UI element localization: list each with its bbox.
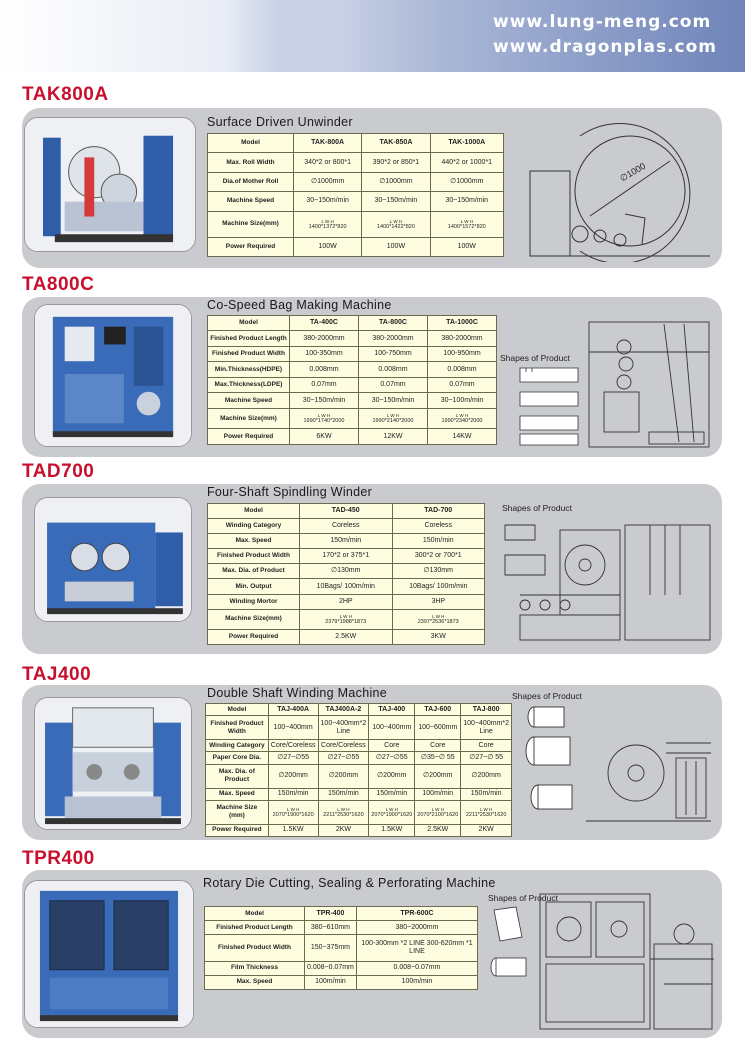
table-cell: 6KW [290, 429, 359, 445]
table-cell: 440*2 or 1000*1 [430, 153, 503, 172]
table-cell: ∅27~∅ 55 [461, 752, 512, 764]
table-header-row [208, 504, 485, 519]
table-cell: TAJ-400A [268, 704, 318, 716]
table-cell: TAD-450 [300, 504, 393, 519]
machine-photo-tak800a [24, 117, 196, 252]
table-cell: 300*2 or 700*1 [392, 549, 485, 564]
table-cell: TAJ-600 [415, 704, 461, 716]
size-axes-label: L W H [431, 806, 444, 812]
machine-photo-ta800c [34, 304, 192, 447]
table-cell: ∅130mm [300, 564, 393, 579]
table-row [208, 172, 504, 191]
table-cell: Machine Size(mm) [208, 609, 300, 629]
line-drawing-tak800a [520, 116, 716, 262]
table-cell: 150m/min [300, 534, 393, 549]
section-title-tpr400: Rotary Die Cutting, Sealing & Perforating Machine [203, 876, 496, 890]
size-value: 2397*2536*1873 [417, 618, 459, 625]
table-cell: 30~150m/min [430, 192, 503, 211]
table-cell: 100-300mm *2 LINE 300-620mm *1 LINE [356, 935, 477, 962]
table-row [206, 824, 512, 836]
table-cell: 12KW [359, 429, 428, 445]
table-cell: Max. Dia. of Product [206, 764, 269, 788]
table-cell: 0.07mm [290, 377, 359, 392]
size-value: 2211*2530*1620 [323, 811, 364, 818]
table-cell: Winding Mortor [208, 594, 300, 609]
table-cell [428, 408, 497, 429]
table-cell: 100W [430, 237, 503, 256]
table-cell: Winding Category [206, 740, 269, 752]
table-cell: 1.5KW [268, 824, 318, 836]
table-cell: TPR-600C [356, 907, 477, 921]
table-cell [369, 800, 415, 824]
table-cell: 1.5KW [369, 824, 415, 836]
spec-table-ta800c [207, 315, 497, 445]
table-row [206, 764, 512, 788]
table-cell: Finished Product Width [206, 716, 269, 740]
table-cell: 100-750mm [359, 346, 428, 361]
table-cell: Power Required [208, 237, 294, 256]
table-cell: Model [208, 134, 294, 153]
table-cell [415, 800, 461, 824]
table-cell: Core/Coreless [268, 740, 318, 752]
table-cell: 2.5KW [415, 824, 461, 836]
table-cell: ∅27~∅55 [318, 752, 369, 764]
size-value: 1990*1740*2000 [303, 418, 345, 425]
table-cell: Finished Product Length [208, 331, 290, 346]
url-lung-meng[interactable]: www.lung-meng.com [493, 12, 712, 32]
table-cell: 14KW [428, 429, 497, 445]
size-axes-label: L W H [479, 806, 493, 812]
table-row [208, 594, 485, 609]
shapes-of-product-label: Shapes of Product [488, 893, 558, 903]
size-axes-label: L W H [455, 413, 469, 419]
table-cell: TAJ-400 [369, 704, 415, 716]
size-value: 1400*1572*820 [447, 223, 486, 230]
table-cell: Model [208, 504, 300, 519]
table-cell: 0.008~0.07mm [356, 961, 477, 975]
table-cell: ∅200mm [415, 764, 461, 788]
table-cell: Max. Speed [206, 788, 269, 800]
table-header-row [208, 316, 497, 331]
spec-table-taj400 [205, 703, 512, 837]
table-row [206, 716, 512, 740]
table-row [208, 629, 485, 644]
table-header-row [208, 134, 504, 153]
table-cell: 30~150m/min [359, 393, 428, 408]
table-row [208, 429, 497, 445]
table-cell: Core [461, 740, 512, 752]
table-cell: Finished Product Width [208, 549, 300, 564]
table-cell: ∅27~∅55 [369, 752, 415, 764]
size-value: 1990*2140*2000 [372, 418, 414, 425]
table-row [206, 740, 512, 752]
table-cell: TAK-850A [362, 134, 430, 153]
product-shapes-tpr400 [484, 905, 534, 985]
table-cell: TAJ400A-2 [318, 704, 369, 716]
table-row [208, 192, 504, 211]
size-axes-label: L W H [286, 806, 300, 812]
table-row [205, 921, 478, 935]
table-row [206, 752, 512, 764]
table-cell: 100~600mm [415, 716, 461, 740]
table-header-row [206, 704, 512, 716]
table-cell: ∅1000mm [362, 172, 430, 191]
table-cell: Machine Speed [208, 393, 290, 408]
table-cell [290, 408, 359, 429]
table-cell: Finished Product Width [208, 346, 290, 361]
table-cell: 100-950mm [428, 346, 497, 361]
table-cell: TAK-1000A [430, 134, 503, 153]
table-cell: 2KW [461, 824, 512, 836]
table-cell: 100~400mm [268, 716, 318, 740]
diameter-label: ∅1000 [618, 160, 648, 184]
table-cell: Core [369, 740, 415, 752]
table-cell: TA-1000C [428, 316, 497, 331]
model-code-tpr400: TPR400 [22, 848, 95, 869]
table-cell: 100~400mm [369, 716, 415, 740]
table-cell: 100-350mm [290, 346, 359, 361]
table-cell: ∅200mm [268, 764, 318, 788]
size-axes-label: L W H [385, 806, 398, 812]
shapes-of-product-label: Shapes of Product [502, 503, 572, 513]
table-cell: 380-2000mm [428, 331, 497, 346]
table-cell: Paper Core Dia. [206, 752, 269, 764]
table-cell [392, 609, 485, 629]
table-cell [318, 800, 369, 824]
machine-photo-taj400 [34, 697, 192, 830]
table-cell: ∅200mm [461, 764, 512, 788]
table-cell: 30~150m/min [362, 192, 430, 211]
table-header-row [205, 907, 478, 921]
table-cell: Winding Category [208, 519, 300, 534]
table-row [208, 362, 497, 377]
size-axes-label: L W H [337, 806, 350, 812]
table-cell: Max. Roll Width [208, 153, 294, 172]
section-title-ta800c: Co-Speed Bag Making Machine [207, 298, 392, 312]
table-cell [461, 800, 512, 824]
table-cell: Min.Thickness(HDPE) [208, 362, 290, 377]
table-cell: 2.5KW [300, 629, 393, 644]
spec-table-tad700 [207, 503, 485, 645]
spec-table-tpr400 [204, 906, 478, 990]
table-cell: 100m/min [305, 975, 357, 989]
table-cell: 0.008mm [428, 362, 497, 377]
table-cell: 10Bags/ 100m/min [392, 579, 485, 594]
table-cell: ∅1000mm [294, 172, 362, 191]
table-cell: Dia.of Mother Roll [208, 172, 294, 191]
shapes-of-product-label: Shapes of Product [512, 691, 582, 701]
table-cell: Max. Speed [208, 534, 300, 549]
size-value: 1990*2340*2000 [441, 418, 483, 425]
table-row [208, 377, 497, 392]
size-axes-label: L W H [339, 613, 352, 619]
table-row [208, 534, 485, 549]
table-cell: 150m/min [318, 788, 369, 800]
table-cell [300, 609, 393, 629]
table-cell: 30~150m/min [290, 393, 359, 408]
table-cell: 100W [294, 237, 362, 256]
table-cell: 30~150m/min [294, 192, 362, 211]
table-cell: 150~375mm [305, 935, 357, 962]
table-cell: 380~2000mm [356, 921, 477, 935]
size-axes-label: L W H [460, 218, 473, 224]
line-drawing-tad700 [500, 515, 714, 645]
table-row [208, 153, 504, 172]
table-cell: 0.008mm [290, 362, 359, 377]
url-dragonplas[interactable]: www.dragonplas.com [493, 37, 717, 57]
table-cell: 0.07mm [428, 377, 497, 392]
machine-photo-tpr400 [24, 880, 194, 1028]
size-value: 1400*1372*820 [308, 223, 347, 230]
table-cell: Power Required [208, 629, 300, 644]
table-cell: Machine Size (mm) [206, 800, 269, 824]
table-cell [268, 800, 318, 824]
table-cell: Film Thickness [205, 961, 305, 975]
table-cell: 100~400mm*2 Line [461, 716, 512, 740]
table-row [208, 549, 485, 564]
table-cell: ∅130mm [392, 564, 485, 579]
shapes-of-product-label: Shapes of Product [500, 353, 570, 363]
size-value: 2070*1900*1620 [371, 811, 413, 818]
table-row [208, 609, 485, 629]
table-cell: Model [208, 316, 290, 331]
table-cell: Core [415, 740, 461, 752]
table-row [206, 788, 512, 800]
table-row [208, 579, 485, 594]
table-cell: 150m/min [461, 788, 512, 800]
model-code-tak800a: TAK800A [22, 84, 109, 105]
table-cell [430, 211, 503, 237]
table-cell: Finished Product Length [205, 921, 305, 935]
table-cell: Max.Thickness(LDPE) [208, 377, 290, 392]
spec-table-tak800a [207, 133, 504, 257]
table-cell: 170*2 or 375*1 [300, 549, 393, 564]
line-drawing-taj400 [516, 703, 714, 831]
table-cell: 100~400mm*2 Line [318, 716, 369, 740]
table-row [205, 975, 478, 989]
size-axes-label: L W H [317, 413, 331, 419]
table-cell: Max. Speed [205, 975, 305, 989]
table-row [208, 393, 497, 408]
table-cell: Finished Product Width [205, 935, 305, 962]
table-cell: ∅1000mm [430, 172, 503, 191]
table-cell: 2KW [318, 824, 369, 836]
table-row [208, 346, 497, 361]
table-row [208, 331, 497, 346]
line-drawing-tpr400 [534, 884, 718, 1034]
table-cell: 3KW [392, 629, 485, 644]
table-cell [362, 211, 430, 237]
table-row [208, 211, 504, 237]
table-cell: 0.008~0.07mm [305, 961, 357, 975]
table-cell: TA-800C [359, 316, 428, 331]
table-cell [359, 408, 428, 429]
table-cell: 150m/min [369, 788, 415, 800]
table-row [206, 800, 512, 824]
table-cell [294, 211, 362, 237]
table-cell: TAJ-800 [461, 704, 512, 716]
table-cell: 340*2 or 800*1 [294, 153, 362, 172]
machine-photo-tad700 [34, 497, 192, 622]
table-cell: 380-2000mm [290, 331, 359, 346]
table-row [205, 935, 478, 962]
table-cell: 30~100m/min [428, 393, 497, 408]
table-cell: ∅35~∅ 55 [415, 752, 461, 764]
table-cell: TAD-700 [392, 504, 485, 519]
table-cell: Core/Coreless [318, 740, 369, 752]
website-urls [493, 10, 717, 60]
section-title-tak800a: Surface Driven Unwinder [207, 115, 353, 129]
table-row [208, 564, 485, 579]
table-cell: 100m/min [415, 788, 461, 800]
table-cell: Max. Dia. of Product [208, 564, 300, 579]
table-cell: ∅200mm [318, 764, 369, 788]
table-row [208, 408, 497, 429]
table-row [208, 237, 504, 256]
size-axes-label: L W H [386, 413, 400, 419]
table-row [205, 961, 478, 975]
model-code-ta800c: TA800C [22, 274, 95, 295]
table-cell: ∅200mm [369, 764, 415, 788]
table-cell: Machine Size(mm) [208, 211, 294, 237]
section-title-tad700: Four-Shaft Spindling Winder [207, 485, 373, 499]
table-cell: Machine Size(mm) [208, 408, 290, 429]
table-cell: ∅27~∅55 [268, 752, 318, 764]
table-cell: Coreless [392, 519, 485, 534]
size-axes-label: L W H [389, 218, 403, 224]
size-value: 2379*1988*1873 [325, 618, 367, 625]
table-cell: 390*2 or 850*1 [362, 153, 430, 172]
table-cell: TPR-400 [305, 907, 357, 921]
table-cell: 0.008mm [359, 362, 428, 377]
table-cell: 2HP [300, 594, 393, 609]
table-cell: Model [205, 907, 305, 921]
size-value: 2070*1900*1620 [272, 811, 314, 818]
size-value: 2070*2100*1620 [417, 811, 459, 818]
table-cell: TAK-800A [294, 134, 362, 153]
table-cell: 10Bags/ 100m/min [300, 579, 393, 594]
model-code-taj400: TAJ400 [22, 664, 92, 685]
product-shapes-ta800c [518, 366, 580, 446]
table-cell: 380-2000mm [359, 331, 428, 346]
section-title-taj400: Double Shaft Winding Machine [207, 686, 388, 700]
table-cell: 100W [362, 237, 430, 256]
table-cell: TA-400C [290, 316, 359, 331]
table-cell: 100m/min [356, 975, 477, 989]
table-cell: Power Required [206, 824, 269, 836]
table-cell: Coreless [300, 519, 393, 534]
size-axes-label: L W H [321, 218, 334, 224]
line-drawing-ta800c [584, 312, 714, 450]
size-value: 1400*1422*820 [376, 223, 415, 230]
table-row [208, 519, 485, 534]
table-cell: 150m/min [392, 534, 485, 549]
table-cell: 3HP [392, 594, 485, 609]
table-cell: Model [206, 704, 269, 716]
table-cell: Min. Output [208, 579, 300, 594]
size-value: 2211*2530*1620 [465, 811, 507, 818]
table-cell: 380~610mm [305, 921, 357, 935]
model-code-tad700: TAD700 [22, 461, 95, 482]
table-cell: 150m/min [268, 788, 318, 800]
table-cell: 0.07mm [359, 377, 428, 392]
size-axes-label: L W H [432, 613, 445, 619]
table-cell: Machine Speed [208, 192, 294, 211]
table-cell: Power Required [208, 429, 290, 445]
